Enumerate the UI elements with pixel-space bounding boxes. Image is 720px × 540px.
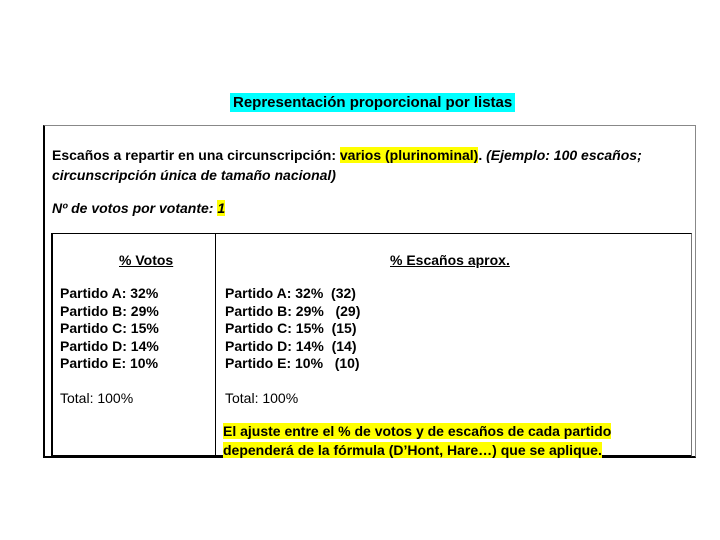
- list-item: Partido A: 32%: [60, 285, 159, 301]
- list-item: Partido A: 32% (32): [225, 285, 356, 301]
- seats-description: [52, 145, 692, 185]
- list-item: Partido C: 15%: [60, 320, 159, 336]
- seats-trail: .: [478, 147, 487, 163]
- page-title: Representación proporcional por listas: [230, 93, 515, 112]
- seats-lead: Escaños a repartir en una circunscripción:: [52, 147, 340, 163]
- votes-list: [60, 285, 159, 373]
- formula-note-line1: El ajuste entre el % de votos y de escaños de cada partido: [223, 423, 612, 439]
- votes-per-voter-value: 1: [217, 200, 226, 216]
- votes-per-voter: [52, 198, 225, 218]
- list-item: Partido B: 29% (29): [225, 302, 361, 319]
- votes-per-voter-label: Nº de votos por votante:: [52, 200, 218, 216]
- seats-total: Total: 100%: [225, 390, 299, 406]
- list-item: Partido D: 14% (14): [225, 337, 357, 354]
- list-item: Partido E: 10% (10): [225, 355, 360, 371]
- votes-total: Total: 100%: [60, 390, 134, 406]
- list-item: Partido D: 14%: [60, 337, 159, 354]
- seats-column-header: % Escaños aprox.: [390, 252, 510, 268]
- column-divider: [215, 233, 216, 457]
- list-item: Partido C: 15% (15): [225, 320, 357, 336]
- formula-note-line2: dependerá de la fórmula (D’Hont, Hare…) que se aplique.: [223, 442, 602, 458]
- list-item: Partido B: 29%: [60, 302, 159, 319]
- formula-note: [223, 422, 663, 460]
- seats-example: (Ejemplo: 100 escaños; circunscripción única de tamaño nacional): [52, 147, 642, 183]
- votes-column-header: % Votos: [119, 252, 174, 268]
- seats-list: [225, 285, 360, 373]
- seats-highlight: varios (plurinominal): [339, 147, 479, 163]
- list-item: Partido E: 10%: [60, 355, 159, 371]
